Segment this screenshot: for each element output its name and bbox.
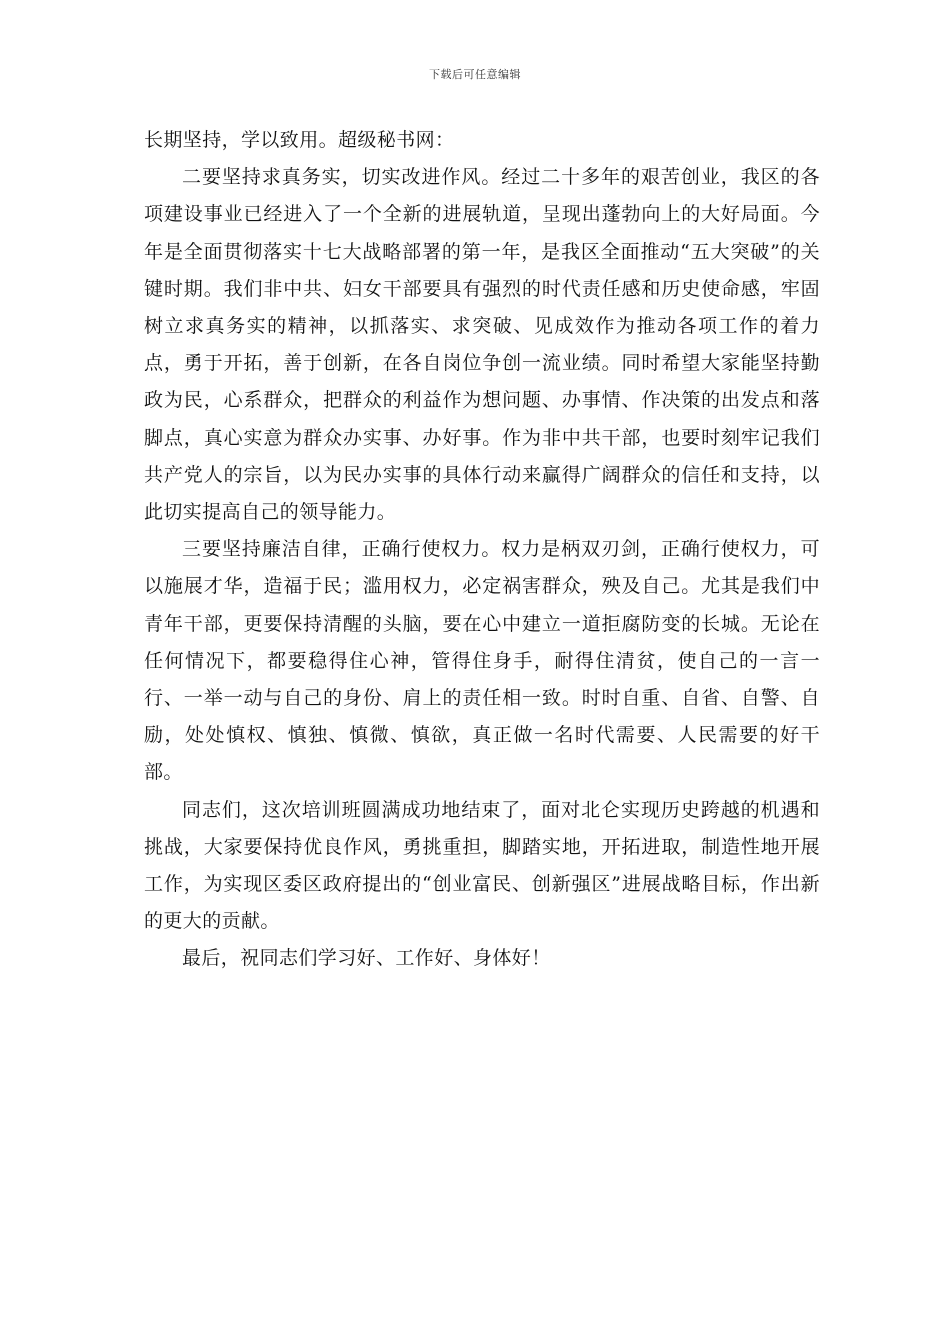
document-body [144,122,820,978]
paragraph-third-point: 三要坚持廉洁自律，正确行使权力。权力是柄双刃剑，正确行使权力，可以施展才华，造福于民；滥用权力，必定祸害群众，殃及自己。尤其是我们中青年干部，更要保持清醒的头脑，要在心中建立一道拒腐防变的长城。无论在任何情况下，都要稳得住心神，管得住身手，耐得住清贫，使自己的一言一行、一举一动与自己的身份、肩上的责任相一致。时时自重、自省、自警、自励，处处慎权、慎独、慎微、慎欲，真正做一名时代需要、人民需要的好干部。 [144,538,820,784]
paragraph-final-wishes: 最后，祝同志们学习好、工作好、身体好！ [182,947,551,970]
paragraph-closing-remarks: 同志们，这次培训班圆满成功地结束了，面对北仑实现历史跨越的机遇和挑战，大家要保持优良作风，勇挑重担，脚踏实地，开拓进取，制造性地开展工作，为实现区委区政府提出的“创业富民、创新强区”进展战略目标，作出新的更大的贡献。 [144,798,820,933]
page-header-caption: 下载后可任意编辑 [429,68,521,81]
paragraph-continuation: 长期坚持，学以致用。超级秘书网： [144,129,455,151]
paragraph-second-point: 二要坚持求真务实，切实改进作风。经过二十多年的艰苦创业，我区的各项建设事业已经进入了一个全新的进展轨道，呈现出蓬勃向上的大好局面。今年是全面贯彻落实十七大战略部署的第一年，是我区全面推动“五大突破”的关键时期。我们非中共、妇女干部要具有强烈的时代责任感和历史使命感，牢固树立求真务实的精神，以抓落实、求突破、见成效作为推动各项工作的着力点，勇于开拓，善于创新，在各自岗位争创一流业绩。同时希望大家能坚持勤政为民，心系群众，把群众的利益作为想问题、办事情、作决策的出发点和落脚点，真心实意为群众办实事、办好事。作为非中共干部，也要时刻牢记我们共产党人的宗旨，以为民办实事的具体行动来赢得广阔群众的信任和支持，以此切实提高自己的领导能力。 [144,166,820,524]
